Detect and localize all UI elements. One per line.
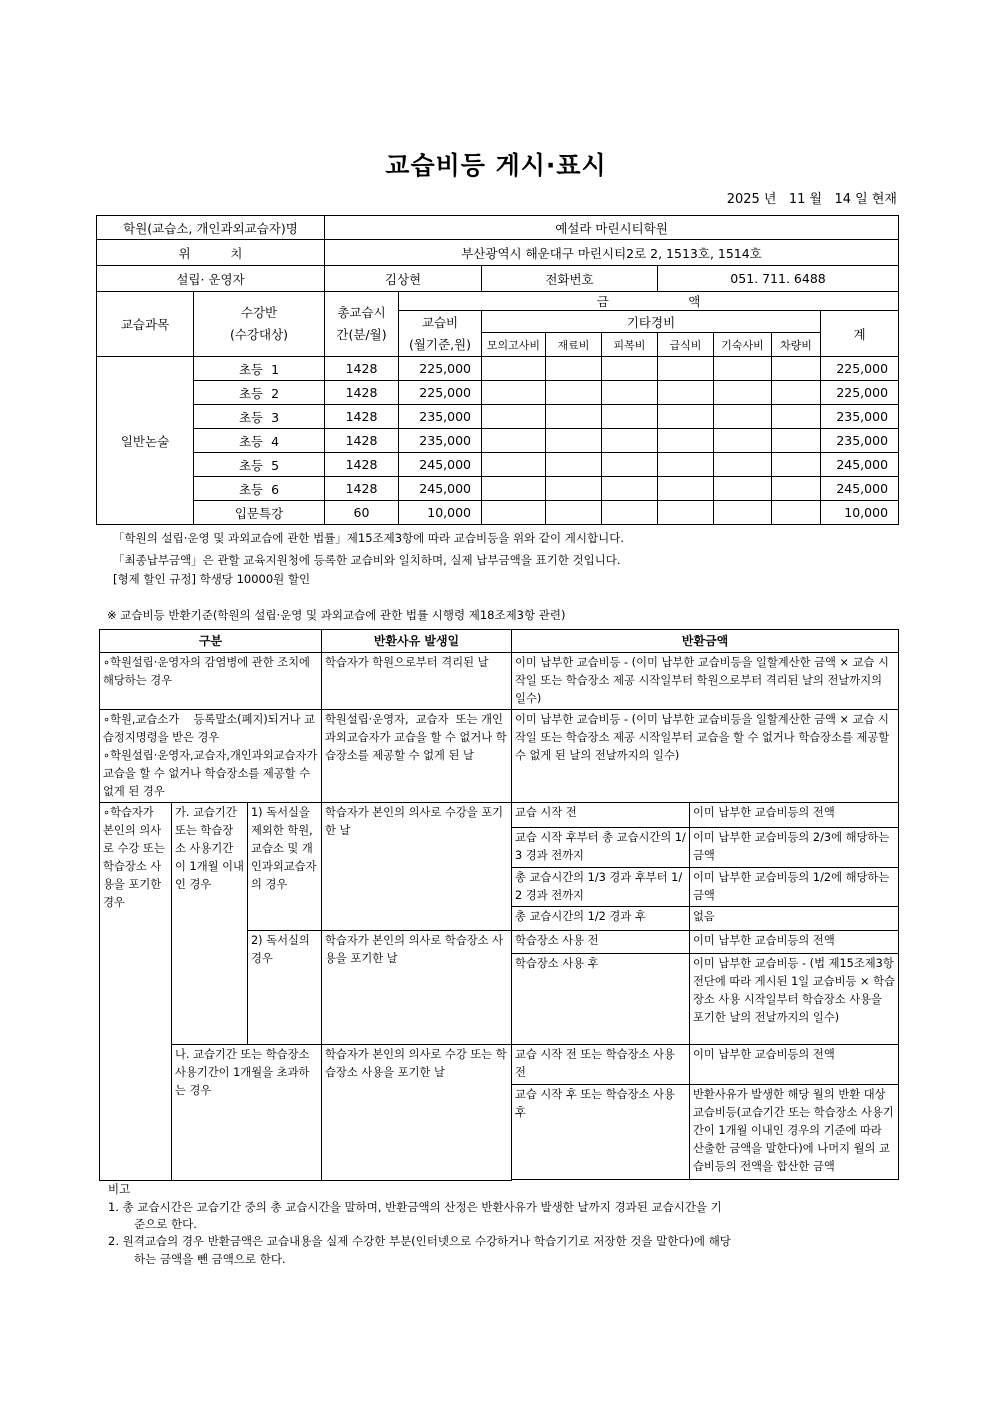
- hours-cell: 60: [325, 501, 399, 525]
- class-cell: 초등 1: [194, 357, 325, 381]
- total-cell: 235,000: [821, 429, 899, 453]
- phone-value: 051. 711. 6488: [658, 266, 899, 292]
- row1-category: ∘학원설립·운영자의 감염병에 관한 조치에 해당하는 경우: [100, 653, 322, 710]
- row2-category-a: ∘학원,교습소가 등록말소(폐지)되거나 교습정지명령을 받은 경우: [103, 713, 316, 744]
- refund-header-amount: 반환금액: [512, 630, 899, 653]
- location-label: 위 치: [97, 240, 325, 266]
- header-class-line2: (수강대상): [229, 327, 289, 342]
- header-class-line1: 수강반: [240, 305, 278, 320]
- row3-sub-na-date: 학습자가 본인의 의사로 수강 또는 학습장소 사용을 포기한 날: [322, 1045, 512, 1181]
- remarks-item1-line1: 1. 총 교습시간은 교습기간 중의 총 교습시간을 말하며, 반환금액의 산정은 반환사유가 발생한 날까지 경과된 교습시간을 기: [108, 1200, 722, 1214]
- hours-cell: 1428: [325, 429, 399, 453]
- row3-sub-2: 2) 독서실의 경우: [248, 931, 322, 1045]
- header-subject: 교습과목: [97, 292, 194, 357]
- row1-amount: 이미 납부한 교습비등 - (이미 납부한 교습비등을 일할계산한 금액 × 교습 시작일 또는 학습장소 제공 시작일부터 학원으로부터 격리된 날의 전날까지의 일수): [512, 653, 899, 710]
- academy-name-value: 예설라 마린시티학원: [325, 216, 899, 240]
- remarks-item2-line1: 2. 원격교습의 경우 반환금액은 교습내용을 실제 수강한 부분(인터넷으로 수강하거나 학습기기로 저장한 것을 말한다)에 해당: [108, 1234, 731, 1248]
- case-amount: 없음: [690, 907, 899, 931]
- case-amount: 이미 납부한 교습비등의 전액: [690, 931, 899, 954]
- case-when: 교습 시작 후 또는 학습장소 사용 후: [512, 1085, 690, 1180]
- class-cell: 입문특강: [194, 501, 325, 525]
- tuition-cell: 235,000: [399, 405, 482, 429]
- table-row: [97, 501, 899, 525]
- class-cell: 초등 4: [194, 429, 325, 453]
- location-value: 부산광역시 해운대구 마린시티2로 2, 1513호, 1514호: [325, 240, 899, 266]
- header-materials: 재료비: [546, 333, 602, 357]
- header-dorm: 기숙사비: [714, 333, 772, 357]
- table-row: [97, 357, 899, 381]
- case-when: 학습장소 사용 전: [512, 931, 690, 954]
- case-when: 총 교습시간의 1/3 경과 후부터 1/2 경과 전까지: [512, 868, 690, 907]
- date-line: 2025 년 11 월 14 일 현재: [726, 192, 897, 207]
- tuition-cell: 235,000: [399, 429, 482, 453]
- class-cell: 초등 6: [194, 477, 325, 501]
- tuition-cell: 245,000: [399, 477, 482, 501]
- table-row: [97, 381, 899, 405]
- row3-sub-na: 나. 교습기간 또는 학습장소 사용기간이 1개월을 초과하는 경우: [172, 1045, 322, 1181]
- case-amount: 반환사유가 발생한 해당 월의 반환 대상 교습비등(교습기간 또는 학습장소 사용기간이 1개월 이내인 경우의 기준에 따라 산출한 금액을 말한다)에 나머지 월의 교습비등의 전액을 합산한 금액: [690, 1085, 899, 1180]
- hours-cell: 1428: [325, 405, 399, 429]
- case-when: 교습 시작 전 또는 학습장소 사용 전: [512, 1045, 690, 1085]
- row1-date: 학습자가 학원으로부터 격리된 날: [322, 653, 512, 710]
- remarks-item1-line2: 준으로 한다.: [134, 1217, 197, 1231]
- table-row: [97, 405, 899, 429]
- hours-cell: 1428: [325, 477, 399, 501]
- note-2: 「최종납부금액」은 관할 교육지원청에 등록한 교습비와 일치하며, 실제 납부금액을 표기한 것입니다.: [113, 553, 621, 567]
- total-cell: 245,000: [821, 453, 899, 477]
- header-class: [194, 292, 325, 357]
- refund-heading: ※ 교습비등 반환기준(학원의 설립·운영 및 과외교습에 관한 법률 시행령 제18조제3항 관련): [107, 608, 566, 622]
- row3-sub-ga: 가. 교습기간 또는 학습장소 사용기간이 1개월 이내인 경우: [172, 803, 248, 1045]
- refund-header-date: 반환사유 발생일: [322, 630, 512, 653]
- case-when: 학습장소 사용 후: [512, 954, 690, 1045]
- header-other: 기타경비: [482, 311, 821, 333]
- case-amount: 이미 납부한 교습비등의 전액: [690, 803, 899, 828]
- case-when: 교습 시작 전: [512, 803, 690, 828]
- total-cell: 225,000: [821, 357, 899, 381]
- case-when: 총 교습시간의 1/2 경과 후: [512, 907, 690, 931]
- total-cell: 235,000: [821, 405, 899, 429]
- remarks-title: 비고: [108, 1182, 131, 1196]
- header-vehicle: 차량비: [772, 333, 821, 357]
- total-cell: 10,000: [821, 501, 899, 525]
- case-amount: 이미 납부한 교습비등의 2/3에 해당하는 금액: [690, 828, 899, 868]
- total-cell: 245,000: [821, 477, 899, 501]
- header-uniform: 피복비: [602, 333, 658, 357]
- refund-table: [99, 629, 899, 1181]
- tuition-cell: 10,000: [399, 501, 482, 525]
- hours-cell: 1428: [325, 381, 399, 405]
- row3-sub-2-date: 학습자가 본인의 의사로 학습장소 사용을 포기한 날: [322, 931, 512, 1045]
- operator-value: 김상현: [325, 266, 482, 292]
- hours-cell: 1428: [325, 357, 399, 381]
- class-cell: 초등 2: [194, 381, 325, 405]
- class-cell: 초등 5: [194, 453, 325, 477]
- total-cell: 225,000: [821, 381, 899, 405]
- note-1: 「학원의 설립·운영 및 과외교습에 관한 법률」제15조제3항에 따라 교습비등을 위와 같이 게시합니다.: [113, 531, 624, 545]
- phone-label: 전화번호: [482, 266, 658, 292]
- table-row: [97, 453, 899, 477]
- academy-name-label: 학원(교습소, 개인과외교습자)명: [97, 216, 325, 240]
- row3-sub-1-date: 학습자가 본인의 의사로 수강을 포기한 날: [322, 803, 512, 931]
- subject-cell: 일반논술: [97, 357, 194, 525]
- header-tuition-line2: (월기준,원): [408, 336, 472, 352]
- tuition-cell: 245,000: [399, 453, 482, 477]
- case-amount: 이미 납부한 교습비등의 전액: [690, 1045, 899, 1085]
- header-hours-line1: 총교습시: [337, 305, 386, 320]
- header-meals: 급식비: [658, 333, 714, 357]
- hours-cell: 1428: [325, 453, 399, 477]
- row2-category-b: ∘학원설립·운영자,교습자,개인과외교습자가 교습을 할 수 없거나 학습장소를 제공할 수 없게 된 경우: [103, 749, 318, 798]
- header-tuition-line1: 교습비: [421, 314, 459, 330]
- refund-header-category: 구분: [100, 630, 322, 653]
- table-row: [97, 477, 899, 501]
- header-amount: 금 액: [399, 292, 899, 311]
- header-tuition: [399, 311, 482, 357]
- tuition-cell: 225,000: [399, 381, 482, 405]
- class-cell: 초등 3: [194, 405, 325, 429]
- row2-amount: 이미 납부한 교습비등 - (이미 납부한 교습비등을 일할계산한 금액 × 교습 시작일 또는 학습장소 제공 시작일부터 교습을 할 수 없거나 학습장소를 제공할 수 없게 된 날의 전날까지의 일수): [512, 710, 899, 803]
- tuition-cell: 225,000: [399, 357, 482, 381]
- row2-category: [100, 710, 322, 803]
- fee-table: [96, 215, 899, 525]
- row3-category: ∘학습자가 본인의 의사로 수강 또는 학습장소 사용을 포기한 경우: [100, 803, 172, 1181]
- case-amount: 이미 납부한 교습비등의 1/2에 해당하는 금액: [690, 868, 899, 907]
- remarks-item2-line2: 하는 금액을 뺀 금액으로 한다.: [134, 1252, 286, 1266]
- page-title: 교습비등 게시·표시: [385, 151, 607, 180]
- header-mock-exam: 모의고사비: [482, 333, 546, 357]
- header-hours-line2: 간(분/월): [336, 327, 387, 342]
- header-hours: [325, 292, 399, 357]
- row3-sub-1: 1) 독서실을 제외한 학원, 교습소 및 개인과외교습자의 경우: [248, 803, 322, 931]
- row2-date: 학원설립·운영자, 교습자 또는 개인과외교습자가 교습을 할 수 없거나 학습장소를 제공할 수 없게 된 날: [322, 710, 512, 803]
- case-when: 교습 시작 후부터 총 교습시간의 1/3 경과 전까지: [512, 828, 690, 868]
- table-row: [97, 429, 899, 453]
- operator-label: 설립· 운영자: [97, 266, 325, 292]
- note-3: [형제 할인 규정] 학생당 10000원 할인: [113, 572, 311, 586]
- case-amount: 이미 납부한 교습비등 - (법 제15조제3항 전단에 따라 게시된 1일 교습비등 × 학습장소 사용 시작일부터 학습장소 사용을 포기한 날의 전날까지의 일수): [690, 954, 899, 1045]
- header-total: 계: [821, 311, 899, 357]
